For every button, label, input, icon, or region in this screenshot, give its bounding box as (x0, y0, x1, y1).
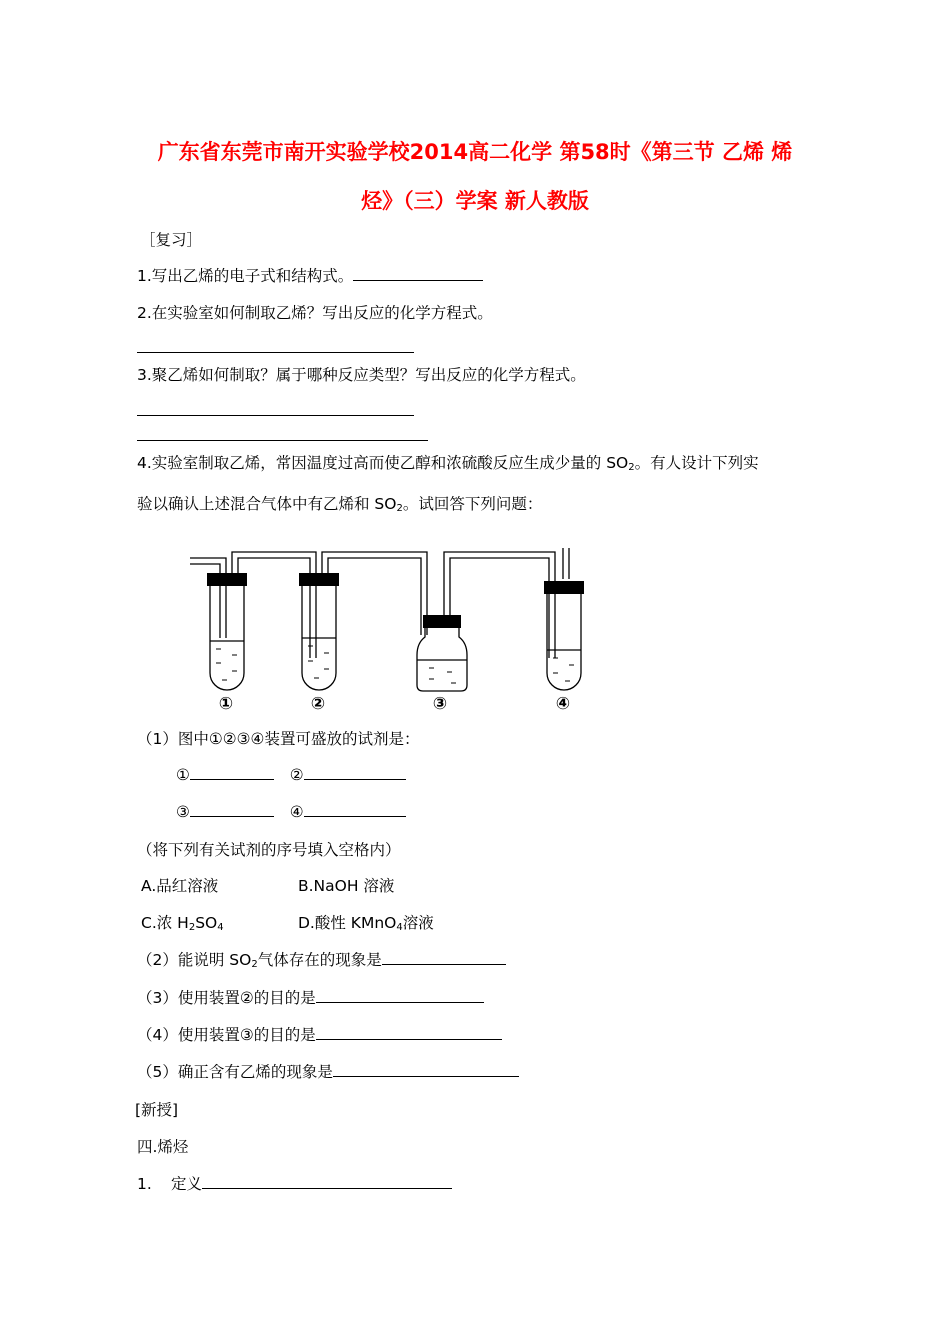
wash-bottle-3 (417, 627, 467, 691)
device-label-3: ③ (432, 694, 448, 714)
device-label-2: ② (310, 694, 326, 714)
option-a: A.品红溶液 (141, 877, 219, 895)
stopper-2 (299, 573, 339, 586)
stopper-4 (544, 581, 584, 594)
reagent-row-1 (176, 764, 406, 784)
question-4-line2: 验以确认上述混合气体中有乙烯和 $SO_2$。试回答下列问题： (137, 495, 543, 514)
outlet-tube (563, 548, 569, 579)
part-3-question: （3）使用装置②的目的是 (137, 986, 484, 1008)
answer-blank-4[interactable] (304, 801, 406, 817)
option-c: C.浓 $H_2SO_4$ (141, 914, 224, 933)
reagent-row-2 (176, 801, 406, 821)
answer-blank[interactable] (382, 949, 506, 965)
answer-blank-3[interactable] (190, 801, 274, 817)
test-tube-1 (210, 586, 244, 690)
answer-blank-1[interactable] (190, 764, 274, 780)
part-5-question: （5）确正含有乙烯的现象是 (137, 1060, 519, 1082)
definition-item: 1. 定义 (137, 1172, 452, 1194)
device-label-4: ④ (555, 694, 571, 714)
instruction-note: （将下列有关试剂的序号填入空格内） (137, 841, 401, 859)
blank-label-1: ① (176, 766, 190, 784)
blank-label-4: ④ (289, 803, 304, 821)
part-2-question: （2）能说明 $SO_2$气体存在的现象是 (137, 948, 506, 970)
connecting-tube-2-3 (322, 552, 427, 635)
answer-line[interactable] (137, 352, 414, 353)
stopper-3 (423, 615, 461, 628)
answer-blank-2[interactable] (304, 764, 406, 780)
answer-line[interactable] (137, 440, 428, 441)
device-label-1: ① (218, 694, 234, 714)
answer-blank[interactable] (333, 1061, 519, 1077)
answer-blank[interactable] (353, 265, 483, 281)
blank-label-2: ② (289, 766, 304, 784)
answer-blank[interactable] (316, 987, 484, 1003)
option-d: D.酸性 KMnO$_4$溶液 (298, 914, 434, 933)
answer-line[interactable] (137, 415, 414, 416)
section-heading: 四.烯烃 (137, 1138, 189, 1156)
document-title-line2: 烃》（三）学案 新人教版 (361, 189, 589, 213)
option-b: B.NaOH 溶液 (298, 877, 395, 895)
part-1-question: （1）图中①②③④装置可盛放的试剂是： (137, 730, 420, 748)
question-4-line1: 4.实验室制取乙烯，常因温度过高而使乙醇和浓硫酸反应生成少量的 $SO_2$。有人设计下列实 (137, 454, 759, 473)
connecting-tube-3-4 (444, 552, 555, 658)
review-header: ［复习］ (140, 231, 203, 249)
test-tube-4 (547, 594, 581, 690)
question-1-text: 1.写出乙烯的电子式和结构式。 (137, 267, 354, 285)
answer-blank[interactable] (202, 1173, 452, 1189)
document-title-line1: 广东省东莞市南开实验学校2014高二化学 第58时《第三节 乙烯 烯 (157, 140, 793, 164)
blank-label-3: ③ (176, 803, 190, 821)
new-lesson-header: [新授] (135, 1101, 179, 1119)
question-2: 2.在实验室如何制取乙烯？写出反应的化学方程式。 (137, 304, 493, 322)
apparatus-diagram (185, 543, 595, 718)
stopper-1 (207, 573, 247, 586)
question-3: 3.聚乙烯如何制取？属于哪种反应类型？写出反应的化学方程式。 (137, 366, 586, 384)
part-4-question: （4）使用装置③的目的是 (137, 1023, 502, 1045)
answer-blank[interactable] (316, 1024, 502, 1040)
question-1 (137, 264, 483, 286)
